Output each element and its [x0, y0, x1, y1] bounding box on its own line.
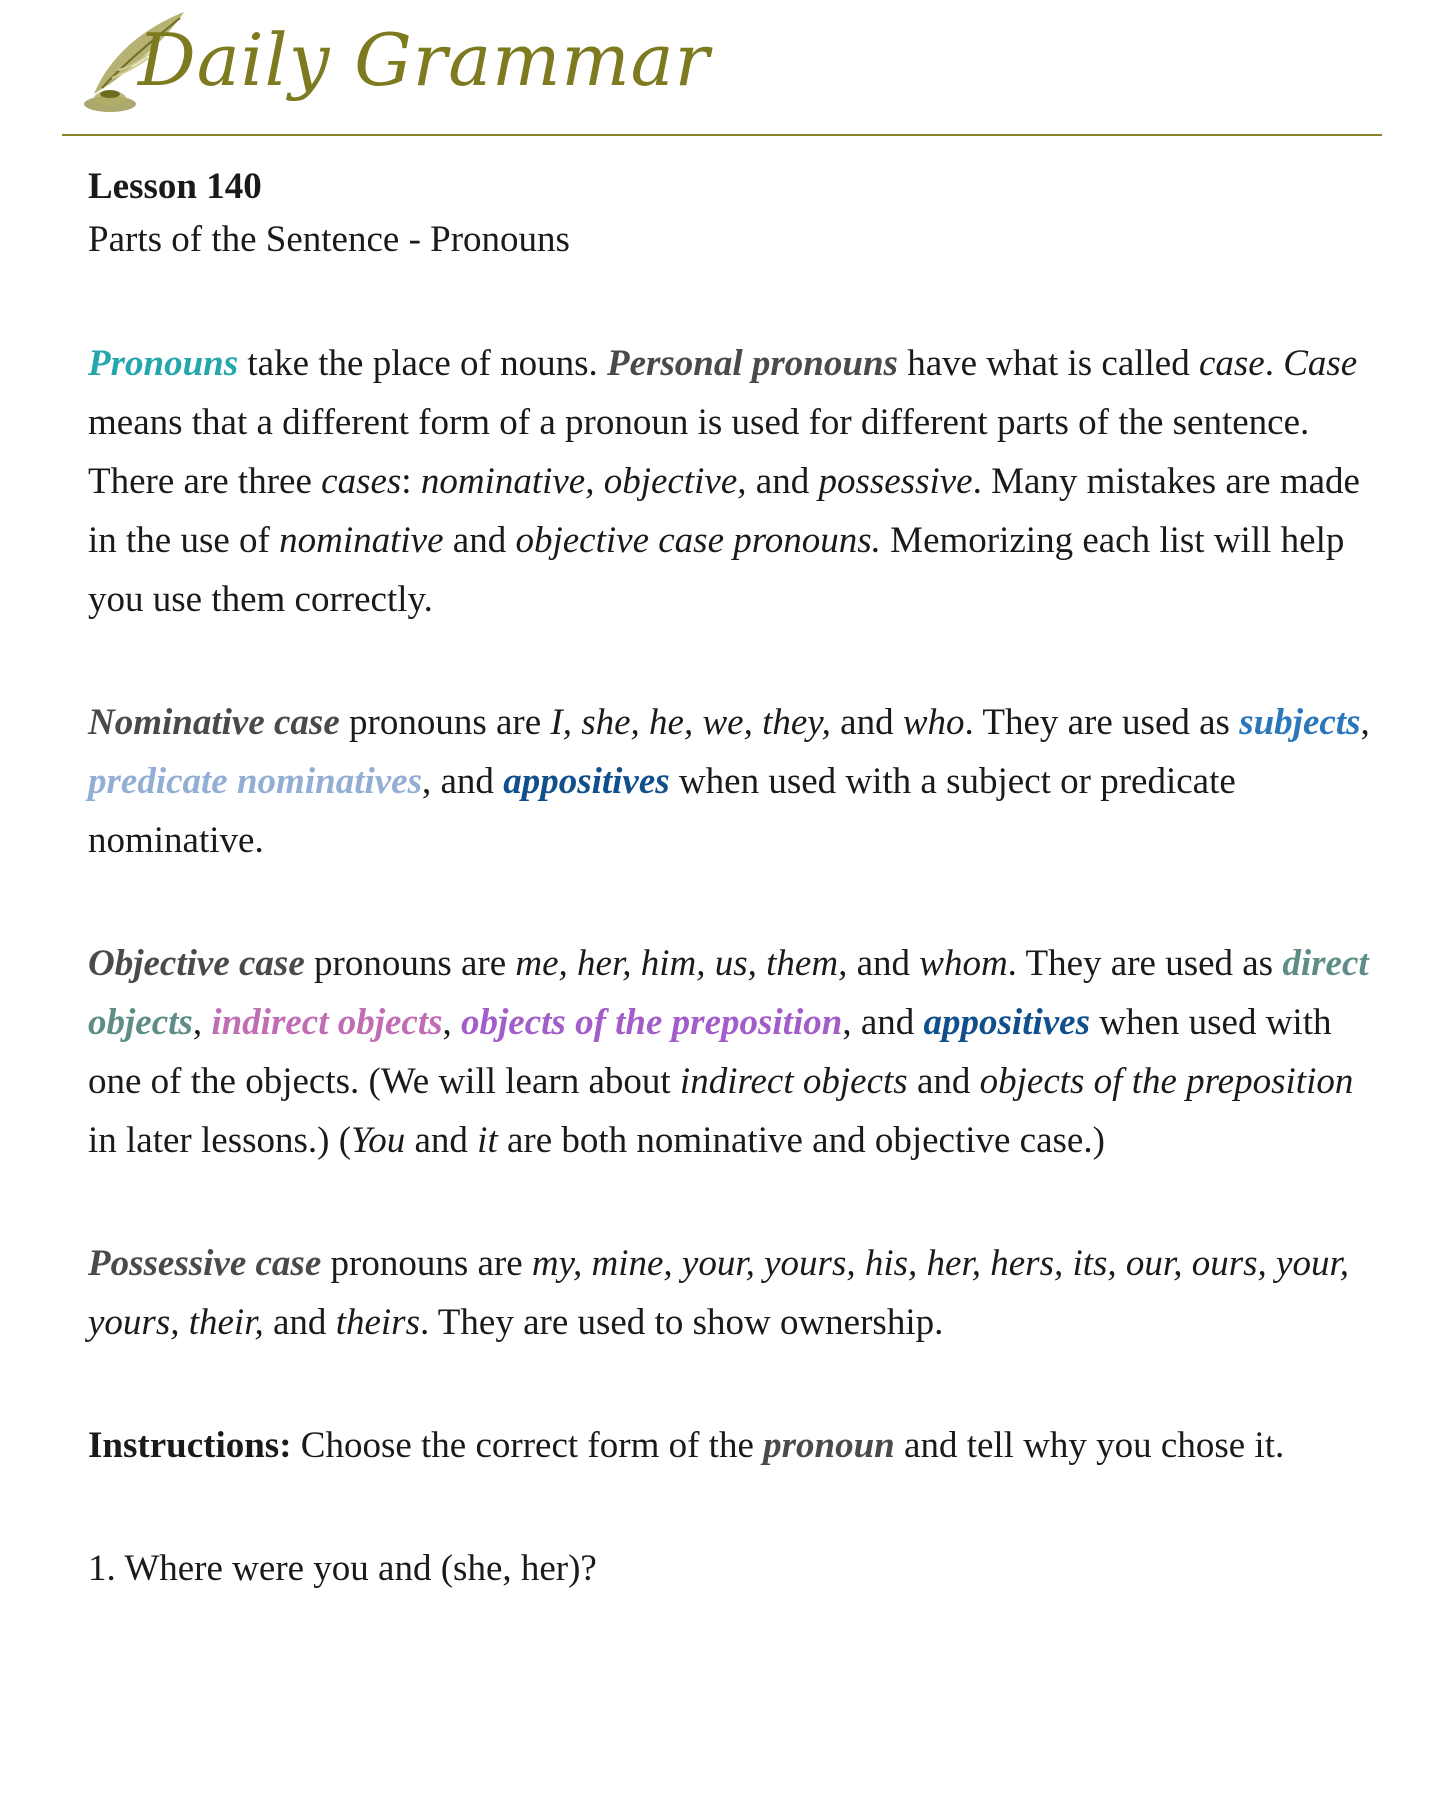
paragraph-possessive-case: Possessive case pronouns are my, mine, your, yours, his, her, hers, its, our, ours, your, yours, their, and theirs. They are used to show ownership. — [88, 1243, 1349, 1343]
paragraph-nominative-case: Nominative case pronouns are I, she, he, we, they, and who. They are used as subjects, predicate nominatives, and appositives when used with a subject or predicate nominative. — [88, 702, 1370, 861]
paragraph-pronouns-intro: Pronouns take the place of nouns. Personal pronouns have what is called case. Case means that a different form of a pronoun is used for different parts of the sentence. There are three cases: nominative, objective, and possessive. Many mistakes are made in the use of nominative and objective case pronouns. Memorizing each list will help you use them correctly. — [88, 343, 1360, 620]
lesson-content — [88, 162, 1378, 1598]
link-subjects[interactable]: subjects — [1239, 702, 1361, 743]
term-objective-case: Objective case — [88, 943, 305, 984]
link-indirect-objects[interactable]: indirect objects — [211, 1002, 443, 1043]
lesson-subtitle: Parts of the Sentence - Pronouns — [88, 219, 570, 260]
site-logo[interactable]: Daily Grammar — [138, 18, 711, 102]
instructions-label: Instructions: — [88, 1425, 292, 1466]
term-personal-pronouns: Personal pronouns — [606, 343, 898, 384]
link-direct-objects[interactable]: direct objects — [88, 943, 1369, 1043]
term-pronouns: Pronouns — [88, 343, 239, 384]
lesson-title: Lesson 140 — [88, 166, 262, 207]
term-pronoun: pronoun — [763, 1425, 895, 1466]
paragraph-instructions: Instructions: Choose the correct form of the pronoun and tell why you chose it. — [88, 1425, 1285, 1466]
paragraph-objective-case: Objective case pronouns are me, her, him, us, them, and whom. They are used as direct objects, indirect objects, objects of the preposition, and appositives when used with one of the objects. (We will learn about indirect objects and objects of the preposition in later lessons.) (You and it are both nominative and objective case.) — [88, 943, 1369, 1161]
term-nominative-case: Nominative case — [88, 702, 340, 743]
header-divider — [62, 134, 1382, 136]
link-appositives[interactable]: appositives — [503, 761, 670, 802]
exercise-item-1: 1. Where were you and (she, her)? — [88, 1548, 597, 1589]
site-header — [62, 0, 1382, 134]
link-predicate-nominatives[interactable]: predicate nominatives — [88, 761, 422, 802]
term-possessive-case: Possessive case — [88, 1243, 322, 1284]
link-appositives[interactable]: appositives — [923, 1002, 1090, 1043]
link-objects-of-the-preposition[interactable]: objects of the preposition — [461, 1002, 843, 1043]
